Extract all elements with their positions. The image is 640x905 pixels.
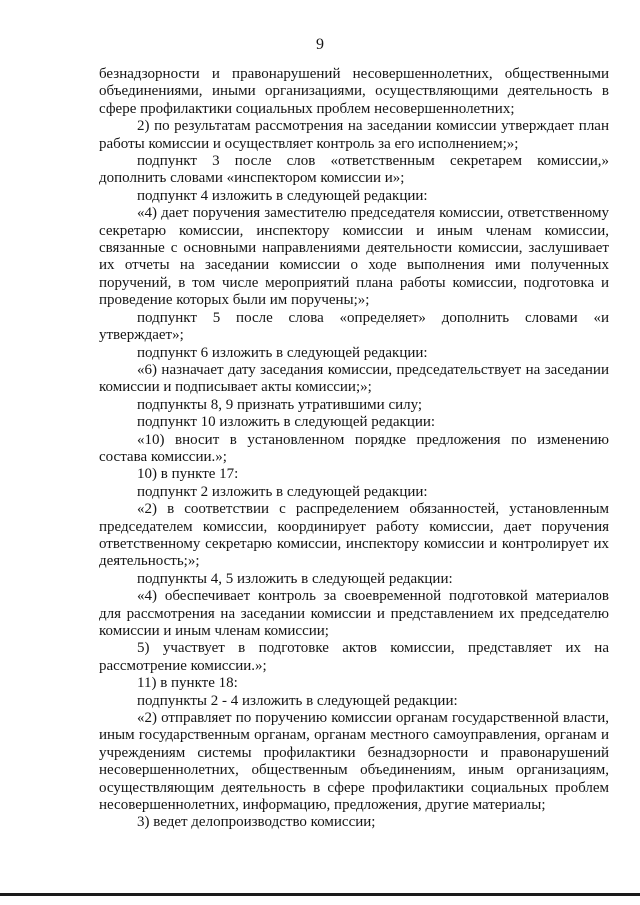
document-body — [99, 66, 609, 832]
paragraph: подпункт 3 после слов «ответственным секретарем комиссии,» дополнить словами «инспектором комиссии и»; — [99, 153, 609, 187]
paragraph: подпункт 5 после слова «определяет» дополнить словами «и утверждает»; — [99, 309, 609, 344]
paragraph: 2) по результатам рассмотрения на заседании комиссии утверждает план работы комиссии и осуществляет контроль за его исполнением;»; — [99, 118, 609, 152]
paragraph: 3) ведет делопроизводство комиссии; — [137, 814, 376, 831]
paragraph: «2) отправляет по поручению комиссии органам государственной власти, иным государственным органам, органам местного самоуправления, органам и учреждениям системы профилактики безнадзорности и правонарушений несовершеннолетних, общественным объединениям, иным организациям, осуществляющим деятельность в сфере профилактики социальных проблем несовершеннолетних, информацию, предложения, другие материалы; — [99, 710, 609, 814]
paragraph: подпункты 4, 5 изложить в следующей редакции: — [137, 570, 453, 587]
paragraph: «4) дает поручения заместителю председателя комиссии, ответственному секретарю комиссии, инспектору комиссии и иным членам комиссии, связанные с основными направлениями деятельности комиссии, заслушивает их отчеты на заседании комиссии о ходе выполнения ими полученных поручений, в том числе мероприятий плана работы комиссии, подготовка и проведение которых были им поручены;»; — [99, 205, 609, 309]
paragraph: подпункт 6 изложить в следующей редакции: — [137, 344, 428, 361]
paragraph: «10) вносит в установленном порядке предложения по изменению состава комиссии.»; — [99, 431, 609, 465]
paragraph: безнадзорности и правонарушений несовершеннолетних, общественными объединениями, иными организациями, осуществляющими деятельность в сфере профилактики социальных проблем несовершеннолетних; — [99, 66, 609, 117]
paragraph: «6) назначает дату заседания комиссии, председательствует на заседании комиссии и подписывает акты комиссии;»; — [99, 361, 609, 396]
paragraph: подпункты 8, 9 признать утратившими силу; — [137, 396, 423, 413]
paragraph: подпункт 4 изложить в следующей редакции: — [137, 187, 428, 204]
paragraph: подпункт 2 изложить в следующей редакции: — [137, 483, 428, 500]
paragraph: подпункт 10 изложить в следующей редакции: — [137, 414, 436, 431]
paragraph: «2) в соответствии с распределением обязанностей, установленным председателем комиссии, координирует работу комиссии, дает поручения ответственному секретарю комиссии, инспектору комиссии и контролирует их деятельность;»; — [99, 501, 609, 570]
paragraph: 11) в пункте 18: — [137, 675, 238, 692]
paragraph: 10) в пункте 17: — [137, 466, 239, 483]
paragraph: подпункты 2 - 4 изложить в следующей редакции: — [137, 692, 458, 709]
page-bottom-edge — [0, 893, 640, 896]
paragraph: 5) участвует в подготовке актов комиссии, представляет их на рассмотрение комиссии.»; — [99, 640, 609, 674]
page-number: 9 — [316, 36, 324, 53]
paragraph: «4) обеспечивает контроль за своевременной подготовкой материалов для рассмотрения на заседании комиссии и представлением их председателю комиссии и иным членам комиссии; — [99, 588, 609, 639]
